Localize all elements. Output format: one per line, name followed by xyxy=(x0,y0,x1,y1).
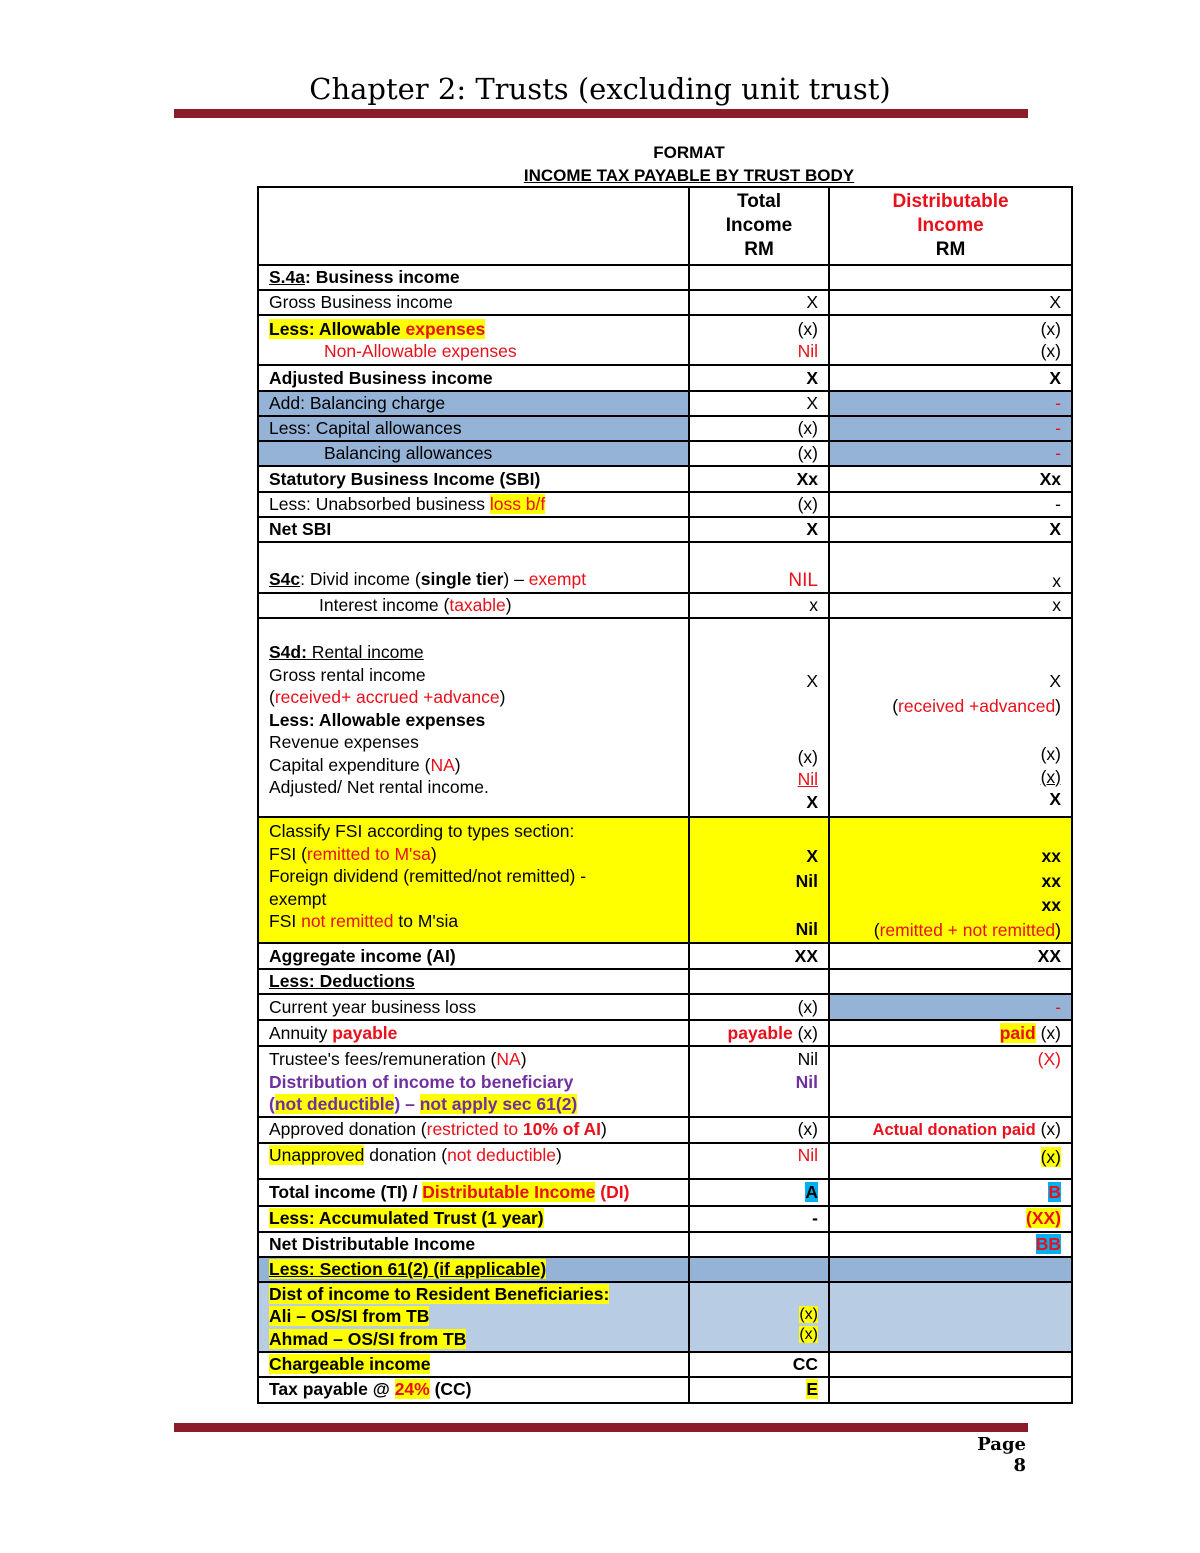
table-row xyxy=(258,1257,1072,1282)
total-cell: XX xyxy=(689,943,829,969)
dist-cell: X xyxy=(829,365,1072,391)
value-part: ) xyxy=(1055,919,1061,940)
row-label xyxy=(258,593,689,618)
table-row xyxy=(258,994,1072,1020)
row-label xyxy=(258,618,689,817)
value: (x) xyxy=(1040,766,1061,787)
label-part: ( xyxy=(269,687,275,707)
value: xx xyxy=(1041,846,1061,866)
dist-cell xyxy=(829,618,1072,817)
row-label xyxy=(258,1352,689,1377)
total-cell xyxy=(689,618,829,817)
label-part: donation ( xyxy=(364,1144,448,1165)
dist-cell xyxy=(829,265,1072,290)
label-part: not remitted xyxy=(301,911,394,931)
row-label xyxy=(258,817,689,943)
row-label xyxy=(258,492,689,517)
row-label xyxy=(258,1282,689,1352)
total-cell xyxy=(689,1020,829,1046)
value-part: E xyxy=(806,1379,818,1400)
dist-cell xyxy=(829,1117,1072,1143)
value: Nil xyxy=(797,769,818,789)
label-part: ) xyxy=(556,1144,562,1165)
row-label xyxy=(258,1257,689,1282)
label-part: ( xyxy=(269,1094,275,1114)
value: Nil xyxy=(795,919,818,939)
label-part: Dist of income to Resident Beneficiaries: xyxy=(269,1283,610,1304)
value: Nil xyxy=(797,341,818,361)
table-row xyxy=(258,517,1072,542)
value-part: (x) xyxy=(1040,1146,1061,1167)
label-part: Less: Unabsorbed business xyxy=(269,494,490,515)
value-part: BB xyxy=(1035,1233,1061,1254)
total-cell: Xx xyxy=(689,466,829,492)
dist-cell: X xyxy=(829,290,1072,315)
dist-cell xyxy=(829,817,1072,943)
label-part: Approved donation ( xyxy=(269,1119,427,1140)
label-part: Trustee's fees/remuneration ( xyxy=(269,1049,497,1069)
value-part: remitted + not remitted xyxy=(879,919,1056,940)
table-row xyxy=(258,542,1072,593)
label-part: : Divid income ( xyxy=(300,568,421,589)
col-dist-line2: Income xyxy=(917,215,984,236)
col-dist-line3: RM xyxy=(935,239,966,260)
row-label xyxy=(258,1143,689,1179)
value-part: (x) xyxy=(799,1305,818,1323)
total-cell xyxy=(689,1377,829,1403)
label-line: Classify FSI according to types section: xyxy=(269,821,575,841)
page-number: Page 8 xyxy=(977,1434,1026,1476)
value: (x) xyxy=(1040,341,1061,361)
col-total-line3: RM xyxy=(744,239,774,260)
format-subtitle: INCOME TAX PAYABLE BY TRUST BODY xyxy=(523,166,855,185)
dist-cell: - xyxy=(829,994,1072,1020)
col-total-line1: Total xyxy=(737,191,781,212)
table-row xyxy=(258,1206,1072,1232)
table-row xyxy=(258,1352,1072,1377)
total-cell: (x) xyxy=(689,441,829,466)
value: X xyxy=(806,791,818,812)
value-part: (x) xyxy=(792,1022,818,1043)
value: X xyxy=(1049,671,1061,691)
dist-cell: XX xyxy=(829,943,1072,969)
page-header-title: Chapter 2: Trusts (excluding unit trust) xyxy=(309,72,891,106)
total-cell xyxy=(689,1046,829,1117)
total-cell xyxy=(689,817,829,943)
row-label: Less: Capital allowances xyxy=(258,416,689,441)
table-row xyxy=(258,1179,1072,1206)
col-distributable-income xyxy=(829,187,1072,265)
value-part: A xyxy=(805,1181,818,1202)
table-row xyxy=(258,1377,1072,1403)
value: xx xyxy=(1041,870,1061,891)
label-line: Distribution of income to beneficiary xyxy=(269,1071,574,1092)
label-line: exempt xyxy=(269,888,327,909)
dist-cell xyxy=(829,1377,1072,1403)
section-code: S4c xyxy=(269,568,301,589)
dist-cell xyxy=(829,1206,1072,1232)
dist-cell: x xyxy=(829,593,1072,618)
value: (x) xyxy=(1040,318,1061,339)
dist-cell: X xyxy=(829,517,1072,542)
label-line: Gross rental income xyxy=(269,664,426,685)
label-part: Balancing allowances xyxy=(324,443,493,464)
header-blank-cell xyxy=(258,187,689,265)
table-row xyxy=(258,466,1072,492)
dist-cell: - xyxy=(829,391,1072,416)
dist-cell xyxy=(829,969,1072,994)
label-part: ) xyxy=(499,687,506,707)
total-cell: (x) xyxy=(689,994,829,1020)
row-label xyxy=(258,542,689,593)
row-label: Current year business loss xyxy=(258,994,689,1020)
label-part: (DI) xyxy=(595,1181,630,1202)
label-part: Less: Allowable xyxy=(269,318,406,339)
label-part: 24% xyxy=(394,1379,430,1400)
table-row xyxy=(258,1282,1072,1352)
row-label xyxy=(258,315,689,365)
table-row xyxy=(258,492,1072,517)
dist-cell: x xyxy=(829,542,1072,593)
label-part: exempt xyxy=(528,568,587,589)
value-part: received +advanced xyxy=(898,695,1056,716)
row-label xyxy=(258,1377,689,1403)
row-label xyxy=(258,265,689,290)
table-row xyxy=(258,1232,1072,1257)
label-part: taxable xyxy=(449,595,506,616)
value-part: (x) xyxy=(1035,1022,1061,1043)
value: Nil xyxy=(797,1049,818,1069)
label-part: ) – xyxy=(503,568,529,589)
table-row xyxy=(258,441,1072,466)
value-part: payable xyxy=(727,1022,793,1043)
value: xx xyxy=(1041,895,1061,915)
label-part: Capital expenditure ( xyxy=(269,754,431,775)
value: Nil xyxy=(795,870,818,891)
table-row xyxy=(258,1046,1072,1117)
label-line: Less: Allowable expenses xyxy=(269,709,486,730)
value-part: (x) xyxy=(1035,1118,1061,1139)
row-label: Gross Business income xyxy=(258,290,689,315)
total-cell: X xyxy=(689,391,829,416)
dist-cell xyxy=(829,1020,1072,1046)
header-rule xyxy=(174,109,1028,118)
value: (X) xyxy=(1037,1049,1061,1069)
section-code: S4d: xyxy=(269,642,307,662)
value-part: (x) xyxy=(799,1325,818,1343)
value-part: paid xyxy=(999,1022,1036,1043)
table-row xyxy=(258,391,1072,416)
dist-cell: Xx xyxy=(829,466,1072,492)
label-part: not deductible xyxy=(274,1094,395,1114)
format-title: FORMAT xyxy=(653,143,725,162)
label-part: NA xyxy=(496,1049,521,1069)
table-row xyxy=(258,943,1072,969)
label-part: loss b/f xyxy=(489,494,546,515)
row-label xyxy=(258,1179,689,1206)
label-part: Annuity xyxy=(269,1022,333,1043)
table-row xyxy=(258,315,1072,365)
label-part: ) xyxy=(505,595,512,616)
label-part: Non-Allowable expenses xyxy=(324,341,517,361)
dist-cell xyxy=(829,1282,1072,1352)
dist-cell xyxy=(829,315,1072,365)
row-label: Statutory Business Income (SBI) xyxy=(258,466,689,492)
value: (x) xyxy=(797,318,818,339)
total-cell xyxy=(689,1257,829,1282)
label-part: restricted to xyxy=(426,1119,523,1140)
label-part: Chargeable income xyxy=(269,1353,431,1374)
label-part: Distributable Income xyxy=(422,1181,596,1202)
table-row xyxy=(258,593,1072,618)
value-part: (XX) xyxy=(1026,1208,1061,1229)
label-part: Unapproved xyxy=(269,1144,365,1165)
table-row xyxy=(258,969,1072,994)
dist-cell: - xyxy=(829,441,1072,466)
value: (x) xyxy=(797,746,818,767)
total-cell: x xyxy=(689,593,829,618)
label-part: Tax payable @ xyxy=(269,1379,395,1400)
table-row xyxy=(258,1117,1072,1143)
col-total-line2: Income xyxy=(725,215,793,236)
table-row xyxy=(258,817,1072,943)
total-cell xyxy=(689,969,829,994)
label-part: Rental income xyxy=(306,642,424,662)
label-part: Less: Accumulated Trust (1 year) xyxy=(269,1208,544,1229)
table-row xyxy=(258,416,1072,441)
row-label: Aggregate income (AI) xyxy=(258,943,689,969)
total-cell: (x) xyxy=(689,492,829,517)
value: X xyxy=(806,671,818,691)
row-label: Adjusted Business income xyxy=(258,365,689,391)
total-cell: X xyxy=(689,290,829,315)
label-part: remitted to M'sa xyxy=(306,843,431,864)
value-part: B xyxy=(1048,1181,1061,1202)
label-part: ) xyxy=(601,1119,607,1140)
value-part: ) xyxy=(1055,695,1061,716)
total-cell: (x) xyxy=(689,1117,829,1143)
row-label: Net SBI xyxy=(258,517,689,542)
label-part: payable xyxy=(332,1022,398,1043)
label-line: Revenue expenses xyxy=(269,732,419,752)
row-label xyxy=(258,1020,689,1046)
table-row xyxy=(258,1143,1072,1179)
section-title: : Business income xyxy=(305,267,460,288)
label-part: single tier xyxy=(420,568,504,589)
table-row xyxy=(258,618,1072,817)
total-cell: - xyxy=(689,1206,829,1232)
value: (x) xyxy=(1040,744,1061,764)
label-part: NA xyxy=(430,754,455,775)
label-part: FSI xyxy=(269,911,302,931)
label-part: Ali – OS/SI from TB xyxy=(269,1306,430,1326)
dist-cell xyxy=(829,1257,1072,1282)
label-part: ) – xyxy=(394,1094,420,1114)
total-cell: (x) xyxy=(689,416,829,441)
table-header-row xyxy=(258,187,1072,265)
label-part: ) xyxy=(454,754,461,775)
value-part: ( xyxy=(892,695,899,716)
total-cell: X xyxy=(689,517,829,542)
row-label xyxy=(258,441,689,466)
total-cell xyxy=(689,1179,829,1206)
value: X xyxy=(1049,789,1061,809)
label-part: Ahmad – OS/SI from TB xyxy=(269,1328,467,1349)
label-part: FSI ( xyxy=(269,843,307,864)
footer-rule xyxy=(174,1423,1028,1432)
total-cell xyxy=(689,315,829,365)
label-part: not deductible xyxy=(447,1144,557,1165)
col-dist-line1: Distributable xyxy=(892,191,1009,212)
dist-cell xyxy=(829,1143,1072,1179)
total-cell xyxy=(689,1232,829,1257)
row-label: Add: Balancing charge xyxy=(258,391,689,416)
value: X xyxy=(806,846,818,866)
total-cell xyxy=(689,1282,829,1352)
dist-cell xyxy=(829,1179,1072,1206)
dist-cell: - xyxy=(829,416,1072,441)
total-cell: NIL xyxy=(689,542,829,593)
table-row xyxy=(258,290,1072,315)
tax-format-table xyxy=(257,186,1071,1404)
dist-cell xyxy=(829,1352,1072,1377)
row-label xyxy=(258,1206,689,1232)
label-part: to M'sia xyxy=(393,911,459,931)
label-part: Less: Section 61(2) (if applicable) xyxy=(269,1258,547,1279)
value-part: ( xyxy=(873,919,880,940)
label-part: not apply sec 61(2) xyxy=(419,1094,578,1114)
label-part: Total income (TI) / xyxy=(269,1181,423,1202)
value: Nil xyxy=(795,1071,818,1092)
label-part: Interest income ( xyxy=(319,595,450,616)
dist-cell xyxy=(829,1046,1072,1117)
label-part: received+ accrued +advance xyxy=(274,687,500,707)
label-line: Adjusted/ Net rental income. xyxy=(269,777,489,797)
table-row xyxy=(258,1020,1072,1046)
label-line: Foreign dividend (remitted/not remitted) - xyxy=(269,866,587,886)
dist-cell xyxy=(829,1232,1072,1257)
label-part: expenses xyxy=(405,318,486,339)
section-code: S.4a xyxy=(269,267,305,288)
table-row xyxy=(258,265,1072,290)
label-part: ) xyxy=(430,843,437,864)
row-label: Net Distributable Income xyxy=(258,1232,689,1257)
total-cell xyxy=(689,265,829,290)
total-cell: X xyxy=(689,365,829,391)
total-cell: Nil xyxy=(689,1143,829,1179)
row-label xyxy=(258,1117,689,1143)
dist-cell: - xyxy=(829,492,1072,517)
table-row xyxy=(258,365,1072,391)
col-total-income xyxy=(689,187,829,265)
value-part: Actual donation paid xyxy=(872,1120,1036,1139)
label-part: ) xyxy=(520,1049,527,1069)
label-part: 10% of AI xyxy=(522,1119,602,1140)
total-cell: CC xyxy=(689,1352,829,1377)
label-part: (CC) xyxy=(429,1379,472,1400)
row-label: Less: Deductions xyxy=(258,969,689,994)
row-label xyxy=(258,1046,689,1117)
